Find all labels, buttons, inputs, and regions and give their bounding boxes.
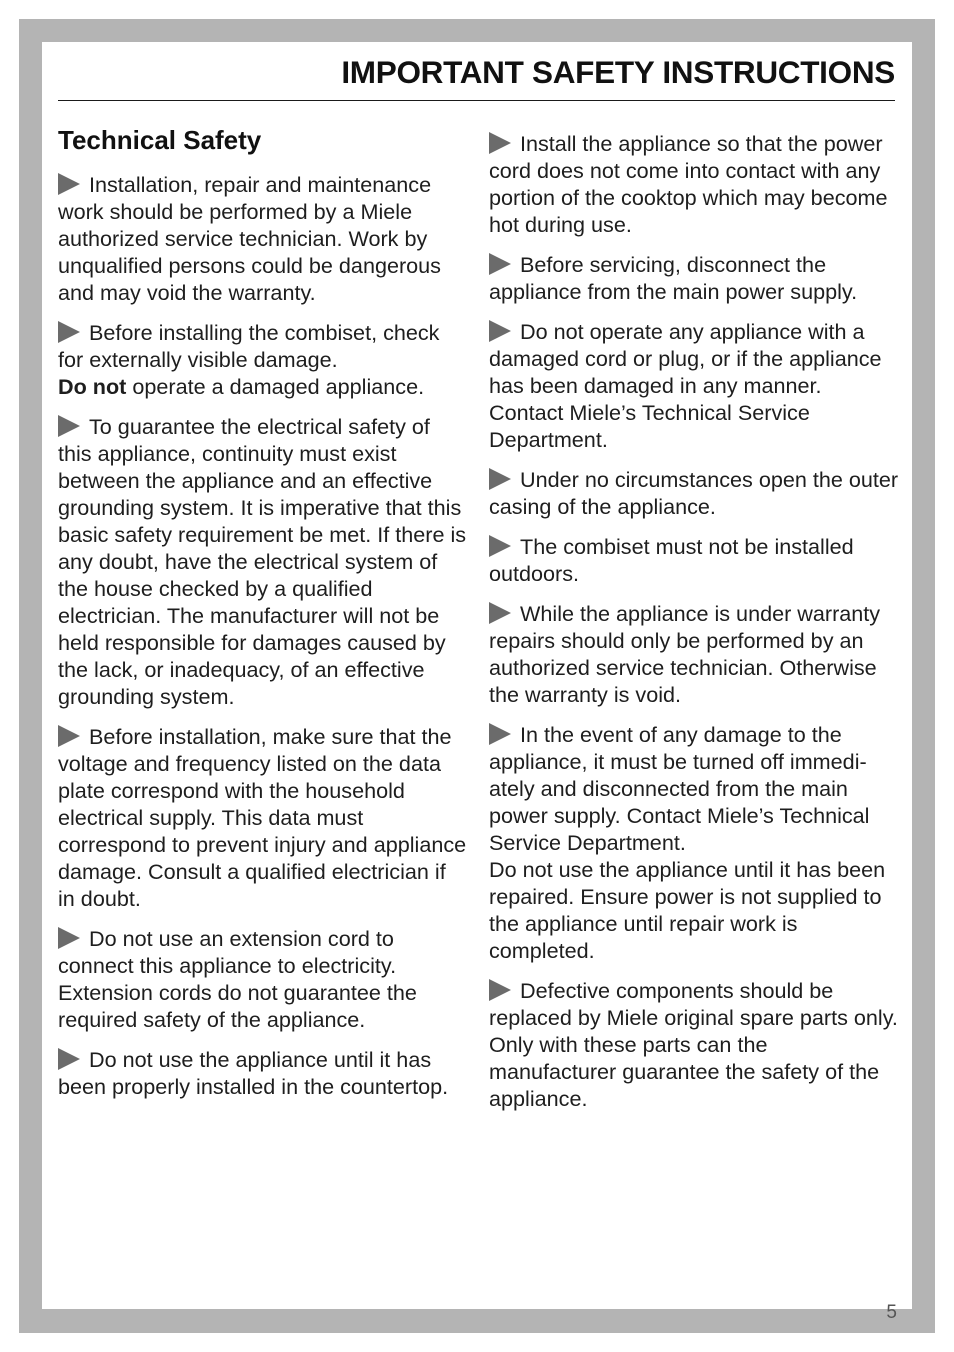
continuation-text: Do not use the appliance until it has been repaired. Ensure power is not supplied to the appliance until repair work is completed. (489, 857, 886, 963)
safety-item: Before installation, make sure that the voltage and frequency listed on the data plate correspond with the household electrical supply. This data must correspond to prevent injury and appliance damage. Consult a qualified electrician if in doubt. (58, 724, 467, 911)
document-page (42, 42, 912, 1309)
triangle-arrow-icon (489, 253, 511, 275)
triangle-arrow-icon (489, 132, 511, 154)
triangle-arrow-icon (58, 415, 80, 437)
triangle-arrow-icon (489, 602, 511, 624)
left-column (58, 122, 468, 1113)
triangle-arrow-icon (58, 321, 80, 343)
safety-item: Before installing the combiset, check for externally visible damage. Do not operate a damaged appliance. (58, 320, 440, 399)
page-title: IMPORTANT SAFETY INSTRUCTIONS (341, 54, 895, 90)
safety-item: Do not use an extension cord to connect this appliance to electricity. Extension cords do not guarantee the required safety of the appliance. (58, 926, 417, 1032)
safety-item: Installation, repair and maintenance work should be performed by a Miele authorized service technician. Work by unqualified persons could be dangerous and may void the warranty. (58, 172, 441, 305)
safety-item: To guarantee the electrical safety of this appliance, continuity must exist between the appliance and an effective grounding system. It is imperative that this basic safety requirement be met. If there is any doubt, have the electrical system of the house checked by a qualified electrician. The manufacturer will not be held responsible for damages caused by the lack, or inadequacy, of an effective grounding system. (58, 414, 467, 709)
triangle-arrow-icon (58, 927, 80, 949)
safety-item: The combiset must not be installed outdoors. (489, 534, 854, 586)
safety-item: Under no circumstances open the outer casing of the appliance. (489, 467, 899, 519)
safety-item: In the event of any damage to the appliance, it must be turned off immediately and disconnected from the main power supply. Contact Miele’s Technical Service Department. Do not use the appliance until it has been repaired. Ensure power is not supplied to the appliance until repair work is completed. (489, 722, 886, 963)
safety-item: While the appliance is under warranty repairs should only be performed by an authorized service technician. Otherwise the warranty is void. (489, 601, 881, 707)
safety-item: Install the appliance so that the power cord does not come into contact with any portion of the cooktop which may become hot during use. (489, 131, 888, 237)
triangle-arrow-icon (489, 979, 511, 1001)
safety-item: Defective components should be replaced by Miele original spare parts only. Only with these parts can the manufacturer guarantee the safety of the appliance. (489, 978, 898, 1111)
triangle-arrow-icon (489, 468, 511, 490)
safety-item: Do not use the appliance until it has been properly installed in the countertop. (58, 1047, 449, 1099)
triangle-arrow-icon (489, 320, 511, 342)
triangle-arrow-icon (489, 723, 511, 745)
section-heading: Technical Safety (58, 125, 262, 155)
triangle-arrow-icon (58, 173, 80, 195)
triangle-arrow-icon (58, 1048, 80, 1070)
safety-item: Do not operate any appliance with a damaged cord or plug, or if the appliance has been damaged in any manner. Contact Miele’s Technical Service Department. (489, 319, 882, 452)
safety-item: Before servicing, disconnect the appliance from the main power supply. (489, 252, 858, 304)
page-number: 5 (886, 1302, 897, 1323)
emphasis-text: Do not (58, 374, 127, 399)
page-header (58, 52, 895, 101)
right-column (489, 130, 899, 1125)
triangle-arrow-icon (58, 725, 80, 747)
triangle-arrow-icon (489, 535, 511, 557)
